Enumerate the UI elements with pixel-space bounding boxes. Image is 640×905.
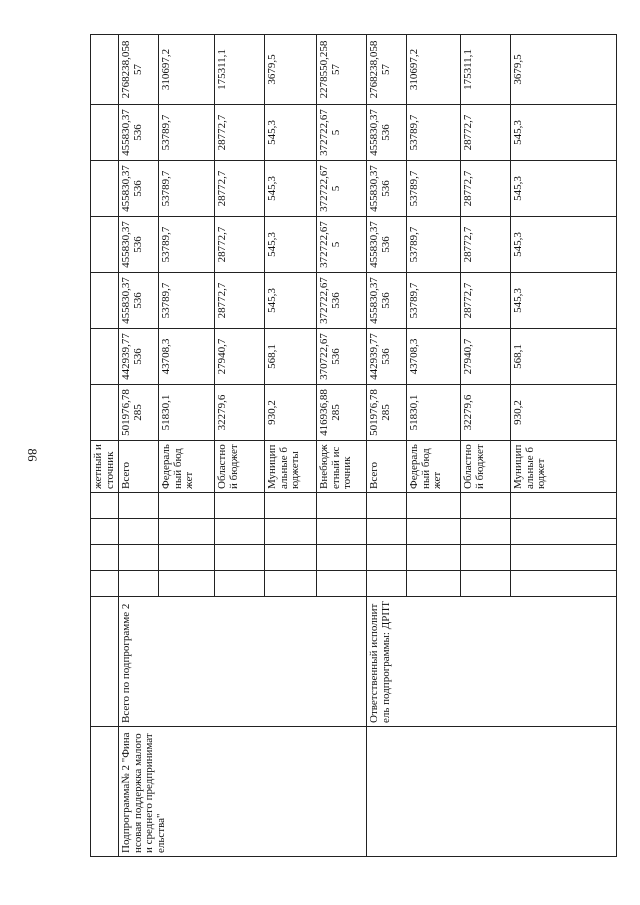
value-cell: 51830,1 <box>159 385 215 441</box>
blank-cell <box>461 519 511 545</box>
blank-cell <box>91 329 119 385</box>
value-cell: 442939,77536 <box>367 329 407 385</box>
value-cell: 28772,7 <box>461 273 511 329</box>
value-cell: 53789,7 <box>159 273 215 329</box>
value-cell: 455830,37536 <box>367 105 407 161</box>
value-cell: 455830,37536 <box>119 217 159 273</box>
value-cell: 372722,675 <box>317 217 367 273</box>
blank-cell <box>461 493 511 519</box>
header-fragment-row <box>91 35 119 857</box>
blank-cell <box>91 597 119 727</box>
blank-cell <box>367 571 407 597</box>
value-cell: 370722,67536 <box>317 329 367 385</box>
value-cell: 175311,1 <box>461 35 511 105</box>
source-label: Областной бюджет <box>461 441 511 493</box>
value-cell: 53789,7 <box>159 105 215 161</box>
value-cell: 545,3 <box>511 273 617 329</box>
value-cell: 545,3 <box>265 161 317 217</box>
blank-cell <box>511 493 617 519</box>
blank-cell <box>91 545 119 571</box>
blank-cell <box>511 571 617 597</box>
header-fragment: жетный источник <box>91 441 119 493</box>
value-cell: 28772,7 <box>461 105 511 161</box>
value-cell: 310697,2 <box>159 35 215 105</box>
source-label: Федеральный бюджет <box>407 441 461 493</box>
blank-cell <box>215 519 265 545</box>
program-title: Подпрограмма№ 2 "Финансовая поддержка малого и среднего предпринимательства" <box>119 727 367 857</box>
value-cell: 3679,5 <box>511 35 617 105</box>
value-cell: 3679,5 <box>265 35 317 105</box>
blank-cell <box>317 519 367 545</box>
blank-cell <box>461 545 511 571</box>
value-cell: 455830,37536 <box>119 273 159 329</box>
value-cell: 455830,37536 <box>119 105 159 161</box>
value-cell: 372722,675 <box>317 161 367 217</box>
blank-cell <box>159 571 215 597</box>
blank-cell <box>119 493 159 519</box>
blank-cell <box>265 519 317 545</box>
blank-cell <box>91 217 119 273</box>
blank-cell <box>91 105 119 161</box>
blank-cell <box>91 519 119 545</box>
table-row <box>119 35 159 857</box>
blank-cell <box>367 519 407 545</box>
value-cell: 53789,7 <box>407 105 461 161</box>
blank-cell <box>91 727 119 857</box>
value-cell: 27940,7 <box>461 329 511 385</box>
blank-cell <box>407 519 461 545</box>
source-label: Муниципальные бюджеты <box>265 441 317 493</box>
table-row <box>367 35 407 857</box>
value-cell: 930,2 <box>265 385 317 441</box>
value-cell: 28772,7 <box>461 217 511 273</box>
value-cell: 175311,1 <box>215 35 265 105</box>
source-label: Муниципальные бюджет <box>511 441 617 493</box>
value-cell: 53789,7 <box>407 273 461 329</box>
value-cell: 455830,37536 <box>367 273 407 329</box>
source-label: Всего <box>119 441 159 493</box>
value-cell: 372722,675 <box>317 105 367 161</box>
blank-cell <box>91 493 119 519</box>
value-cell: 416936,88285 <box>317 385 367 441</box>
blank-cell <box>159 493 215 519</box>
value-cell: 545,3 <box>511 217 617 273</box>
value-cell: 27940,7 <box>215 329 265 385</box>
blank-cell <box>407 493 461 519</box>
blank-cell <box>317 571 367 597</box>
value-cell: 32279,6 <box>215 385 265 441</box>
value-cell: 568,1 <box>265 329 317 385</box>
blank-cell <box>367 545 407 571</box>
program-title-continued <box>367 727 617 857</box>
blank-cell <box>159 519 215 545</box>
value-cell: 53789,7 <box>159 217 215 273</box>
value-cell: 310697,2 <box>407 35 461 105</box>
value-cell: 28772,7 <box>215 105 265 161</box>
blank-cell <box>215 493 265 519</box>
program-executor-label: Ответственный исполнитель подпрограммы: ДРПТ <box>367 597 617 727</box>
blank-cell <box>91 161 119 217</box>
blank-cell <box>91 385 119 441</box>
blank-cell <box>265 545 317 571</box>
blank-cell <box>461 571 511 597</box>
value-cell: 930,2 <box>511 385 617 441</box>
value-cell: 442939,77536 <box>119 329 159 385</box>
budget-table-area <box>90 35 614 857</box>
value-cell: 28772,7 <box>461 161 511 217</box>
value-cell: 53789,7 <box>159 161 215 217</box>
value-cell: 43708,3 <box>159 329 215 385</box>
blank-cell <box>511 519 617 545</box>
source-label: Федеральный бюджет <box>159 441 215 493</box>
blank-cell <box>91 571 119 597</box>
value-cell: 455830,37536 <box>119 161 159 217</box>
value-cell: 28772,7 <box>215 217 265 273</box>
value-cell: 53789,7 <box>407 161 461 217</box>
value-cell: 32279,6 <box>461 385 511 441</box>
blank-cell <box>317 493 367 519</box>
blank-cell <box>159 545 215 571</box>
value-cell: 545,3 <box>511 161 617 217</box>
program-total-label: Всего по подпрограмме 2 <box>119 597 367 727</box>
blank-cell <box>317 545 367 571</box>
blank-cell <box>91 273 119 329</box>
value-cell: 545,3 <box>265 217 317 273</box>
value-cell: 545,3 <box>511 105 617 161</box>
budget-table <box>90 34 617 857</box>
value-cell: 28772,7 <box>215 273 265 329</box>
value-cell: 568,1 <box>511 329 617 385</box>
blank-cell <box>119 519 159 545</box>
value-cell: 43708,3 <box>407 329 461 385</box>
blank-cell <box>407 545 461 571</box>
value-cell: 2768238,05857 <box>119 35 159 105</box>
value-cell: 545,3 <box>265 273 317 329</box>
value-cell: 501976,78285 <box>119 385 159 441</box>
budget-table-rotated <box>90 35 614 857</box>
value-cell: 372722,67536 <box>317 273 367 329</box>
blank-cell <box>119 571 159 597</box>
value-cell: 2278550,25857 <box>317 35 367 105</box>
value-cell: 455830,37536 <box>367 217 407 273</box>
blank-cell <box>265 493 317 519</box>
value-cell: 501976,78285 <box>367 385 407 441</box>
blank-cell <box>407 571 461 597</box>
source-label: Областной бюджет <box>215 441 265 493</box>
value-cell: 455830,37536 <box>367 161 407 217</box>
blank-cell <box>367 493 407 519</box>
blank-cell <box>511 545 617 571</box>
value-cell: 51830,1 <box>407 385 461 441</box>
value-cell: 28772,7 <box>215 161 265 217</box>
blank-cell <box>91 35 119 105</box>
blank-cell <box>215 545 265 571</box>
value-cell: 53789,7 <box>407 217 461 273</box>
blank-cell <box>215 571 265 597</box>
value-cell: 545,3 <box>265 105 317 161</box>
value-cell: 2768238,05857 <box>367 35 407 105</box>
source-label: Внебюджетный источник <box>317 441 367 493</box>
page-number: 86 <box>25 448 40 462</box>
blank-cell <box>119 545 159 571</box>
blank-cell <box>265 571 317 597</box>
source-label: Всего <box>367 441 407 493</box>
